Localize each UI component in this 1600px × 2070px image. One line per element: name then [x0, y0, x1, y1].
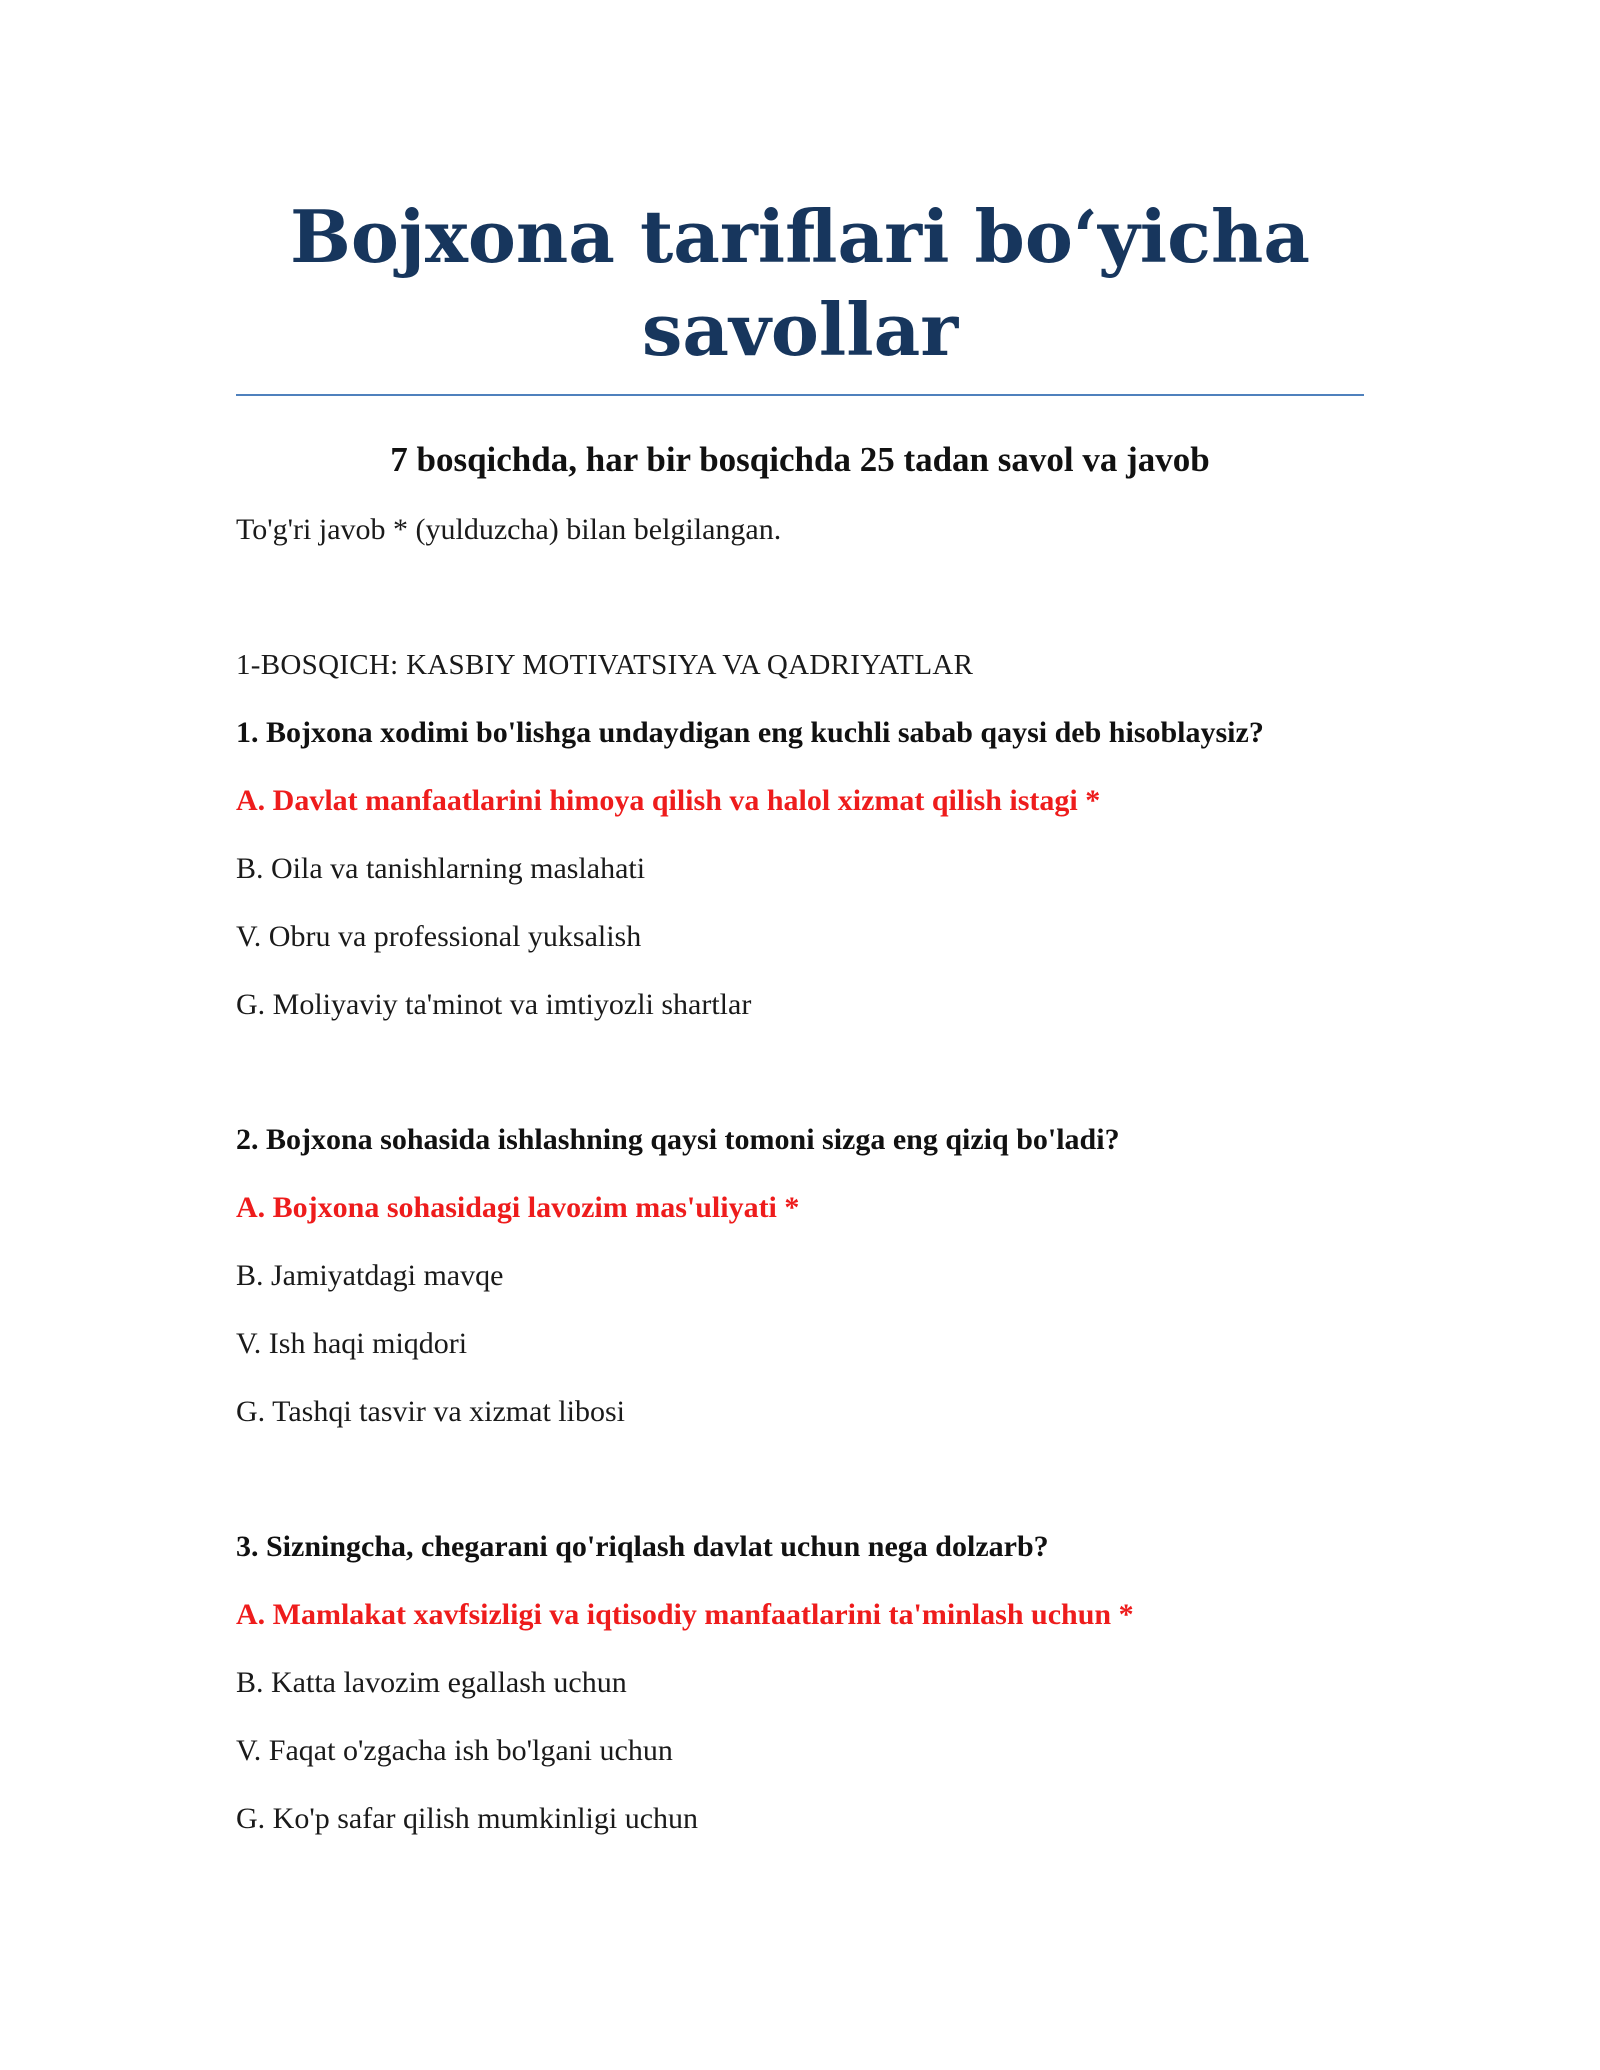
- answer-option: G. Tashqi tasvir va xizmat libosi: [236, 1395, 625, 1428]
- document-subtitle: 7 bosqichda, har bir bosqichda 25 tadan savol va javob: [390, 440, 1210, 479]
- answer-option: B. Katta lavozim egallash uchun: [236, 1666, 627, 1699]
- answer-option: V. Obru va professional yuksalish: [236, 920, 642, 953]
- question-text: 1. Bojxona xodimi bo'lishga undaydigan eng kuchli sabab qaysi deb hisoblaysiz?: [236, 716, 1264, 749]
- question-text: 2. Bojxona sohasida ishlashning qaysi tomoni sizga eng qiziq bo'ladi?: [236, 1123, 1120, 1156]
- question-block: [236, 1118, 1364, 1434]
- answer-option: V. Ish haqi miqdori: [236, 1327, 468, 1360]
- question-block: [236, 711, 1364, 1027]
- answer-option: B. Jamiyatdagi mavqe: [236, 1259, 504, 1292]
- answer-option: V. Faqat o'zgacha ish bo'lgani uchun: [236, 1734, 673, 1767]
- answer-option: G. Ko'p safar qilish mumkinligi uchun: [236, 1802, 699, 1835]
- answer-key-note: To'g'ri javob * (yulduzcha) bilan belgilangan.: [236, 513, 782, 546]
- question-text: 3. Sizningcha, chegarani qo'riqlash davlat uchun nega dolzarb?: [236, 1530, 1049, 1563]
- answer-option-correct: A. Davlat manfaatlarini himoya qilish va halol xizmat qilish istagi *: [236, 784, 1101, 817]
- answer-option: B. Oila va tanishlarning maslahati: [236, 852, 646, 885]
- document-title: Bojxona tariflari bo‘yicha savollar: [236, 190, 1364, 396]
- question-block: [236, 1525, 1364, 1841]
- answer-option-correct: A. Mamlakat xavfsizligi va iqtisodiy manfaatlarini ta'minlash uchun *: [236, 1598, 1134, 1631]
- document-page: [236, 0, 1364, 1841]
- answer-option: G. Moliyaviy ta'minot va imtiyozli shartlar: [236, 988, 752, 1021]
- answer-option-correct: A. Bojxona sohasidagi lavozim mas'uliyati *: [236, 1191, 800, 1224]
- section-heading: 1-BOSQICH: KASBIY MOTIVATSIYA VA QADRIYATLAR: [236, 649, 974, 681]
